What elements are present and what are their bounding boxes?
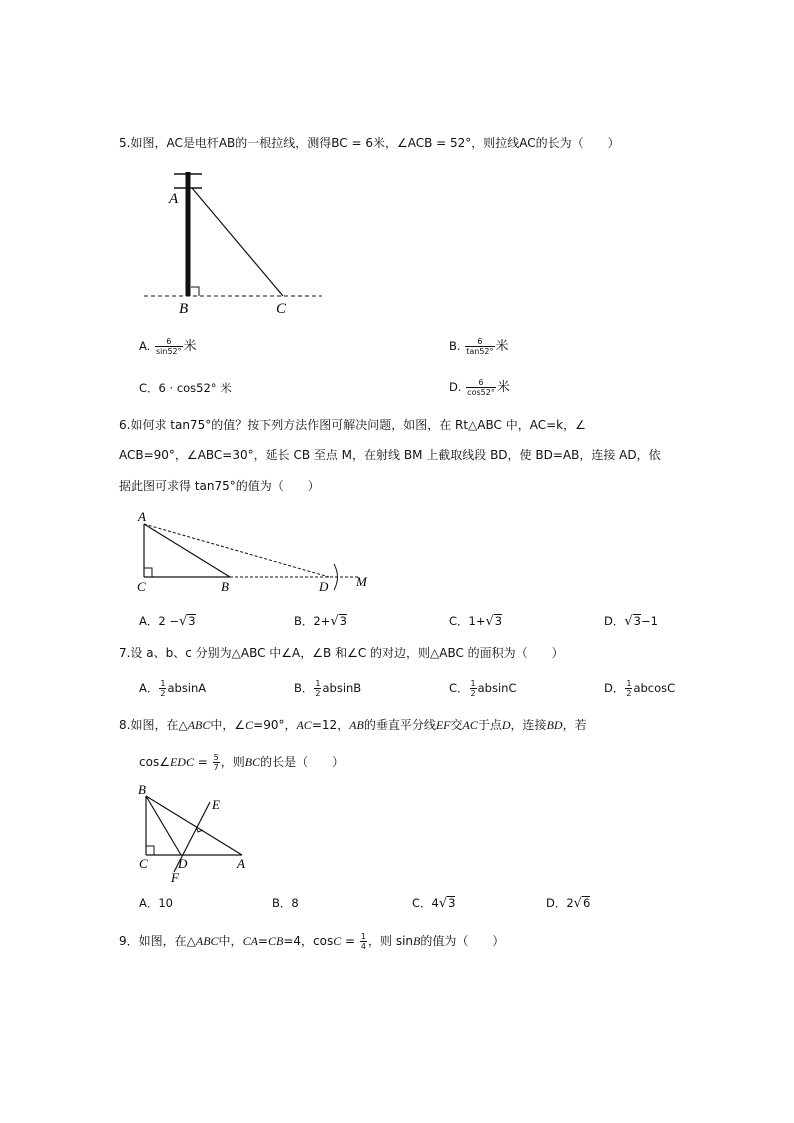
q6-option-d[interactable]: D．√3−1 [604,614,658,629]
q5-figure [140,168,330,318]
q8-label-f: F [171,870,179,885]
q5-option-a[interactable]: A. $\frac{6}{\sin 52^\circ}$ 米 [139,337,197,356]
q8-option-a[interactable]: A．10 [139,896,174,910]
q6-label-a: A [138,509,146,524]
q6-option-b[interactable]: B．2+√3 [294,614,347,629]
q8-label-b: B [138,782,146,797]
sqrt-icon: √ [330,614,339,629]
q5-label-b: B [179,301,189,317]
q8-label-c: C [139,856,148,871]
q5-option-d[interactable]: D. $\frac{6}{\cos 52^\circ}$ 米 [449,378,510,397]
q8-label-a: A [237,856,245,871]
q8-label-e: E [212,797,220,812]
q8-option-d[interactable]: D．2√6 [546,896,591,911]
fraction: $\frac{1}{2}$ [315,679,321,698]
q5-label-c: C [276,301,287,317]
q7-option-d[interactable]: D． $\frac{1}{2}$ abcosC [604,679,676,698]
fraction: $\frac{6}{\cos 52^\circ}$ [467,378,495,397]
sqrt-icon: √ [438,896,448,911]
fraction: $\frac{1}{2}$ [470,679,476,698]
q8-option-b[interactable]: B．8 [272,896,299,910]
q5-stem: 5.如图，AC是电杆AB的一根拉线，测得BC = 6米，∠ACB = 52°，则拉线AC的长为（ ） [119,136,620,150]
fraction: $\frac{1}{2}$ [160,679,166,698]
q6-label-c: C [137,579,146,594]
fraction: $\frac{1}{4}$ [360,932,366,951]
q7-option-a[interactable]: A． $\frac{1}{2}$ absinA [139,679,207,698]
q6-label-m: M [356,574,367,589]
q8-label-d: D [178,856,188,871]
q8-option-c[interactable]: C．4√3 [412,896,456,911]
sqrt-icon: √ [573,896,582,911]
q8-stem-line2: cos∠EDC = $\frac{5}{7}$ ，则BC的长是（ ） [139,753,345,772]
sqrt-icon: √ [624,614,633,629]
fraction: $\frac{1}{2}$ [626,679,632,698]
q6-label-b: B [221,579,229,594]
q6-option-c[interactable]: C．1+√3 [449,614,503,629]
fraction: $\frac{6}{\sin 52^\circ}$ [155,337,182,356]
q6-option-a[interactable]: A．2 −√3 [139,614,196,629]
q5-label-a: A [169,191,179,207]
q7-option-b[interactable]: B． $\frac{1}{2}$ absinB [294,679,362,698]
q6-stem-line2: ACB=90°，∠ABC=30°，延长 CB 至点 M，在射线 BM 上截取线段 BD，使 BD=AB，连接 AD，依 [119,448,661,462]
fraction: $\frac{5}{7}$ [213,753,219,772]
q8-stem-line1: 8.如图，在△ABC中，∠C=90°，AC=12，AB的垂直平分线EF交AC于点D，连接BD，若 [119,718,587,732]
q9-stem: 9．如图，在△ABC中，CA=CB=4，cosC = $\frac{1}{4}$ ，则 sinB的值为（ ） [119,932,505,951]
fraction: $\frac{6}{\tan 52^\circ}$ [466,337,494,356]
q6-label-d: D [319,579,329,594]
sqrt-icon: √ [178,614,188,629]
q7-option-c[interactable]: C． $\frac{1}{2}$ absinC [449,679,517,698]
q7-stem: 7.设 a、b、c 分别为△ABC 中∠A，∠B 和∠C 的对边，则△ABC 的面积为（ ） [119,646,564,660]
q5-option-b[interactable]: B. $\frac{6}{\tan 52^\circ}$ 米 [449,337,509,356]
q6-figure [130,506,380,596]
q5-option-c[interactable]: C．6 · cos52° 米 [139,381,232,395]
q8-figure [134,782,264,887]
q6-stem-line3: 据此图可求得 tan75°的值为（ ） [119,479,320,493]
q6-stem-line1: 6.如何求 tan75°的值？按下列方法作图可解决问题，如图，在 Rt△ABC 中，AC=k，∠ [119,418,586,432]
sqrt-icon: √ [485,614,494,629]
